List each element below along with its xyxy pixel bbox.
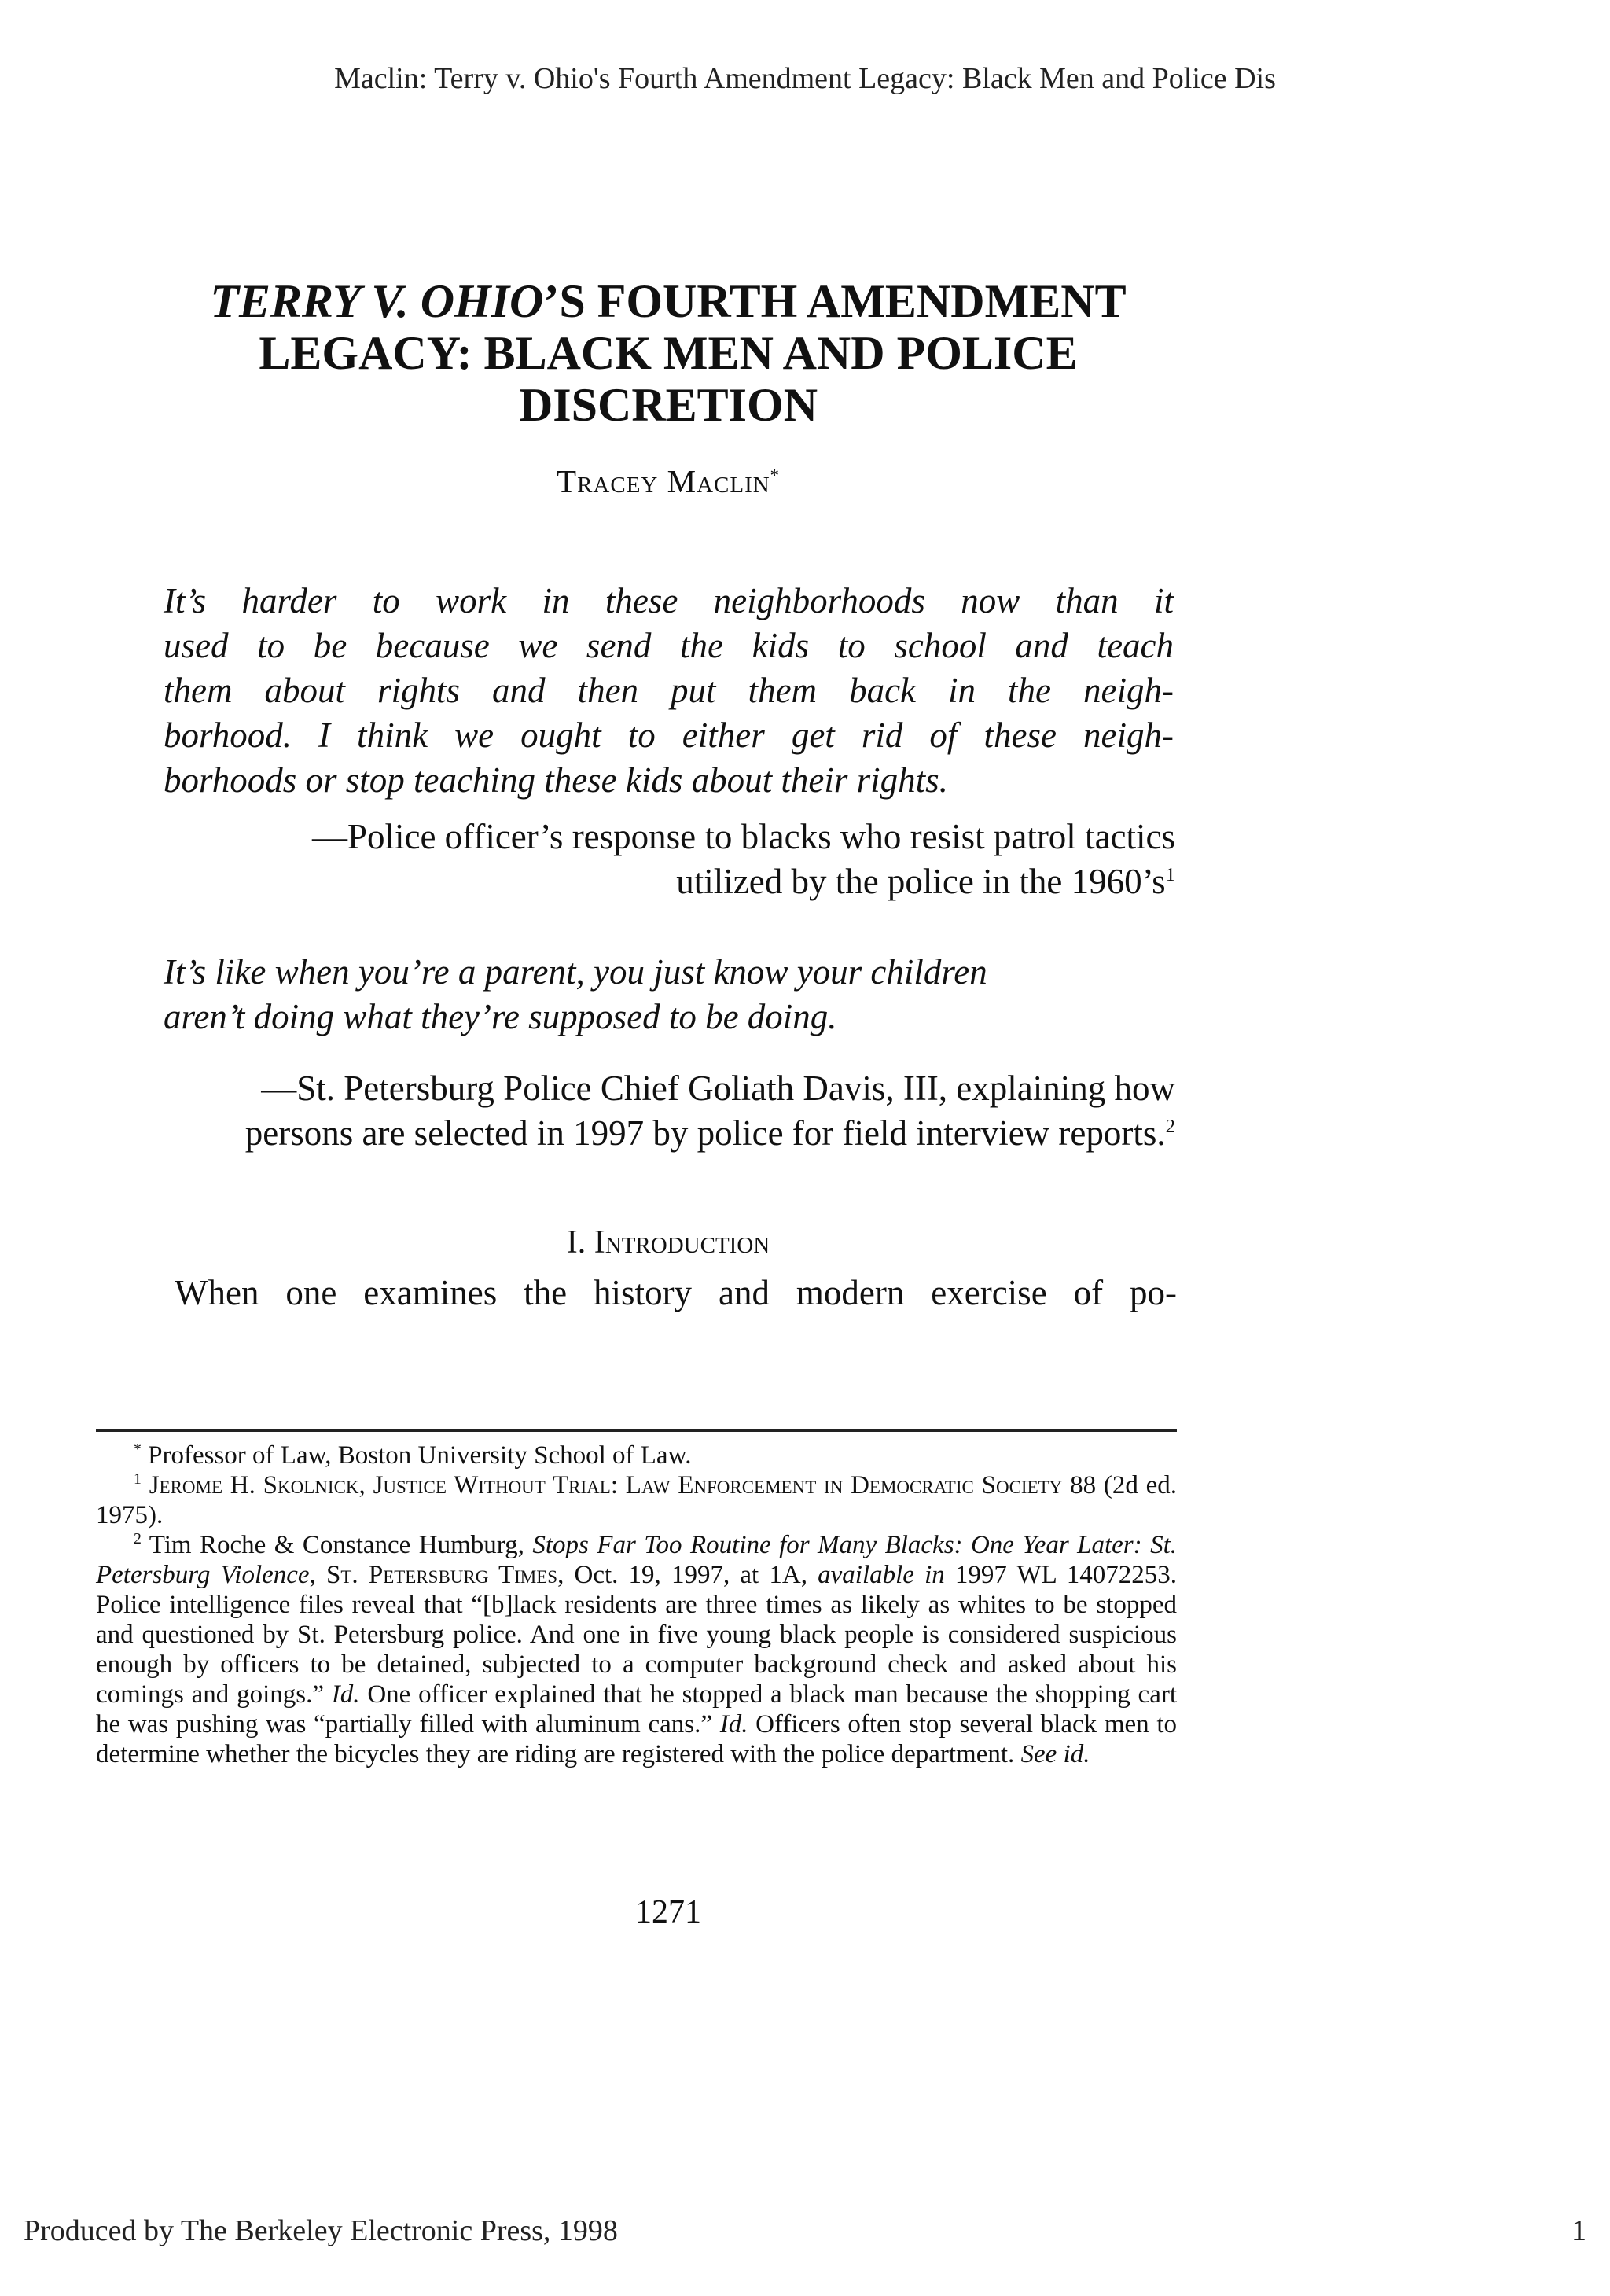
citation-date: , Oct. 19, 1997, at 1A, — [557, 1561, 818, 1589]
page-number: 1271 — [635, 1894, 701, 1930]
citation-title: Justice Without Trial: Law Enforcement in Democratic Society — [373, 1471, 1063, 1499]
see-id-signal: See id. — [1020, 1740, 1090, 1768]
author-name: Tracey Maclin — [557, 463, 770, 499]
body-first-line: When one examines the history and modern exercise of po- — [175, 1273, 1177, 1312]
citation-available-in: available in — [818, 1561, 945, 1589]
epigraph-1-attribution — [157, 815, 1175, 904]
citation-rest: 88 (2d ed. 1975). — [96, 1471, 1178, 1529]
title-line-3: DISCRETION — [518, 379, 818, 431]
citation-author: Jerome H. Skolnick — [149, 1471, 359, 1499]
epigraph-1-line: borhoods or stop teaching these kids about their rights. — [164, 760, 948, 800]
id-signal: Id. — [331, 1680, 360, 1709]
epigraph-1-line: used to be because we send the kids to school and teach — [164, 626, 1174, 665]
footnote-star — [96, 1441, 1177, 1470]
title-line-2: LEGACY: BLACK MEN AND POLICE — [259, 327, 1078, 379]
footnote-ref-1: 1 — [1165, 864, 1175, 885]
footnote-mark: 1 — [134, 1470, 142, 1488]
attribution-line: —Police officer’s response to blacks who resist patrol tactics — [311, 817, 1175, 856]
epigraph-2-line: It’s like when you’re a parent, you just know your children — [164, 952, 987, 992]
epigraph-2-attribution — [79, 1066, 1175, 1156]
title-case-name: TERRY V. OHIO — [210, 275, 544, 327]
article-title — [118, 275, 1219, 431]
footnote-text: Professor of Law, Boston University School of Law. — [148, 1441, 692, 1470]
attribution-line: —St. Petersburg Police Chief Goliath Davis, III, explaining how — [261, 1069, 1175, 1108]
footnotes — [96, 1441, 1177, 1769]
author-footnote-mark: * — [770, 465, 780, 485]
citation-article-title: Stops Far Too Routine for Many Blacks: One Year Later: St. Petersburg Violence — [96, 1531, 1177, 1589]
footnote-2 — [96, 1530, 1177, 1769]
citation-sep: , — [358, 1471, 373, 1499]
footnote-ref-2: 2 — [1165, 1116, 1175, 1137]
footer-page-index: 1 — [1571, 2214, 1586, 2247]
footnote-2-text: 1997 WL 14072253. Police intelligence files reveal that “[b]lack residents are three times as likely as whites to be stopped and questioned by St. Petersburg police. And one in five young black people is considered suspicious enough by officers to be detained, subjected to a computer background check and asked about his comings and goings.” — [96, 1561, 1178, 1709]
footnote-mark: 2 — [134, 1530, 142, 1547]
attribution-line: utilized by the police in the 1960’s — [676, 862, 1166, 901]
footnote-2-text: Officers often stop several black men to determine whether the bicycles they are riding are registered with the police department. — [96, 1710, 1177, 1768]
attribution-line: persons are selected in 1997 by police for field interview reports. — [244, 1113, 1166, 1153]
epigraph-2 — [164, 950, 1174, 1039]
epigraph-2-line: aren’t doing what they’re supposed to be doing. — [164, 997, 837, 1036]
epigraph-1-line: It’s harder to work in these neighborhoods now than it — [164, 581, 1174, 620]
epigraph-1-line: borhood. I think we ought to either get rid of these neigh- — [164, 716, 1174, 755]
citation-newspaper: St. Petersburg Times — [326, 1561, 558, 1589]
title-line-1-rest: ’S FOURTH AMENDMENT — [543, 275, 1127, 327]
footer-publisher: Produced by The Berkeley Electronic Press, 1998 — [24, 2214, 618, 2247]
running-header: Maclin: Terry v. Ohio's Fourth Amendment Legacy: Black Men and Police Dis — [334, 62, 1276, 95]
id-signal: Id. — [719, 1710, 748, 1739]
footnote-mark: * — [134, 1441, 142, 1458]
footnote-1 — [96, 1470, 1177, 1530]
footnote-2-text: One officer explained that he stopped a black man because the shopping cart he was pushing was “partially filled with aluminum cans.” — [96, 1680, 1177, 1739]
epigraph-1-line: them about rights and then put them back in the neigh- — [164, 671, 1174, 710]
section-heading: I. Introduction — [566, 1224, 770, 1260]
footnote-divider — [96, 1429, 1177, 1432]
epigraph-1 — [164, 579, 1174, 803]
author-byline — [118, 462, 1219, 500]
citation-authors: Tim Roche & Constance Humburg, — [149, 1531, 533, 1559]
citation-sep: , — [309, 1561, 327, 1589]
